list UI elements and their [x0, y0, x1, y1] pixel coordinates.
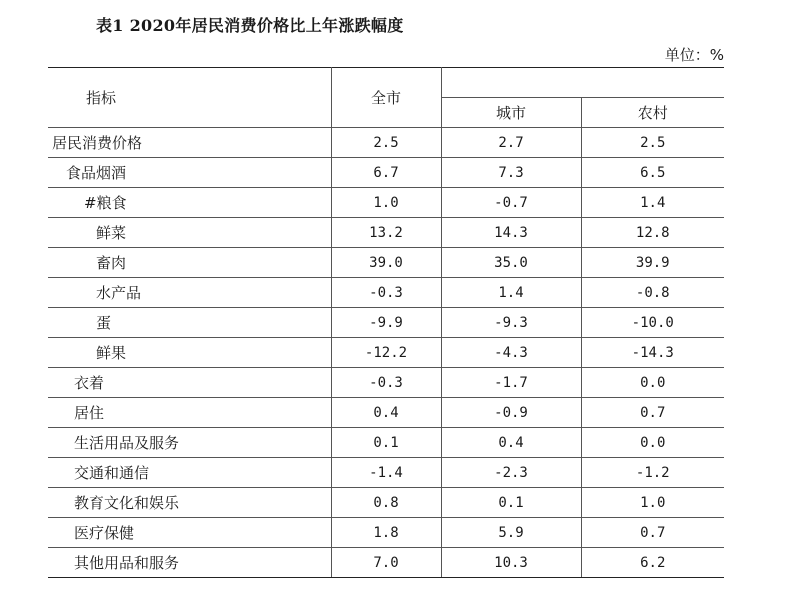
row-label: 居住 — [48, 398, 331, 428]
value-rural: 12.8 — [581, 218, 724, 248]
value-rural: 0.7 — [581, 398, 724, 428]
table-row — [48, 188, 724, 218]
value-urban: -0.9 — [441, 398, 581, 428]
value-all-city: 1.0 — [331, 188, 441, 218]
header-urban: 城市 — [441, 98, 581, 128]
row-label: 蛋 — [48, 308, 331, 338]
table-row — [48, 338, 724, 368]
table-row — [48, 368, 724, 398]
table-row — [48, 398, 724, 428]
value-all-city: 2.5 — [331, 128, 441, 158]
header-row-1 — [48, 68, 724, 98]
row-label: 医疗保健 — [48, 518, 331, 548]
table-row — [48, 248, 724, 278]
table-row — [48, 158, 724, 188]
value-all-city: 13.2 — [331, 218, 441, 248]
value-rural: 0.7 — [581, 518, 724, 548]
value-all-city: 0.1 — [331, 428, 441, 458]
value-urban: 5.9 — [441, 518, 581, 548]
table-row — [48, 518, 724, 548]
value-rural: -0.8 — [581, 278, 724, 308]
value-all-city: 6.7 — [331, 158, 441, 188]
row-label: 鲜菜 — [48, 218, 331, 248]
value-all-city: 7.0 — [331, 548, 441, 578]
table-row — [48, 308, 724, 338]
value-rural: 6.5 — [581, 158, 724, 188]
value-all-city: -1.4 — [331, 458, 441, 488]
table-row — [48, 488, 724, 518]
row-label: #粮食 — [48, 188, 331, 218]
value-rural: -10.0 — [581, 308, 724, 338]
table-row — [48, 278, 724, 308]
table-row — [48, 548, 724, 578]
header-all-city: 全市 — [331, 68, 441, 128]
row-label: 鲜果 — [48, 338, 331, 368]
value-all-city: -12.2 — [331, 338, 441, 368]
header-indicator: 指标 — [48, 68, 331, 128]
value-urban: -9.3 — [441, 308, 581, 338]
table-row — [48, 458, 724, 488]
value-rural: 1.4 — [581, 188, 724, 218]
row-label: 食品烟酒 — [48, 158, 331, 188]
value-rural: 2.5 — [581, 128, 724, 158]
page-title: 表1 2020年居民消费价格比上年涨跌幅度 — [96, 16, 404, 35]
value-urban: 7.3 — [441, 158, 581, 188]
table-row — [48, 218, 724, 248]
row-label: 水产品 — [48, 278, 331, 308]
header-rural: 农村 — [581, 98, 724, 128]
value-urban: 14.3 — [441, 218, 581, 248]
value-rural: -1.2 — [581, 458, 724, 488]
value-rural: -14.3 — [581, 338, 724, 368]
value-rural: 0.0 — [581, 368, 724, 398]
row-label: 教育文化和娱乐 — [48, 488, 331, 518]
row-label: 畜肉 — [48, 248, 331, 278]
value-urban: 35.0 — [441, 248, 581, 278]
value-urban: -4.3 — [441, 338, 581, 368]
value-rural: 39.9 — [581, 248, 724, 278]
table-row — [48, 428, 724, 458]
value-all-city: 0.8 — [331, 488, 441, 518]
row-label: 生活用品及服务 — [48, 428, 331, 458]
value-urban: -2.3 — [441, 458, 581, 488]
cpi-table — [48, 67, 724, 578]
value-rural: 6.2 — [581, 548, 724, 578]
value-urban: 0.1 — [441, 488, 581, 518]
row-label: 其他用品和服务 — [48, 548, 331, 578]
value-all-city: -0.3 — [331, 278, 441, 308]
value-rural: 0.0 — [581, 428, 724, 458]
value-urban: -1.7 — [441, 368, 581, 398]
table-row — [48, 128, 724, 158]
value-all-city: 0.4 — [331, 398, 441, 428]
table-body — [48, 68, 724, 578]
header-group-blank — [441, 68, 724, 98]
row-label: 衣着 — [48, 368, 331, 398]
value-all-city: 1.8 — [331, 518, 441, 548]
unit-label: 单位：% — [664, 46, 724, 64]
value-rural: 1.0 — [581, 488, 724, 518]
value-urban: 2.7 — [441, 128, 581, 158]
row-label: 交通和通信 — [48, 458, 331, 488]
value-urban: 0.4 — [441, 428, 581, 458]
value-all-city: -9.9 — [331, 308, 441, 338]
value-urban: -0.7 — [441, 188, 581, 218]
value-urban: 10.3 — [441, 548, 581, 578]
value-all-city: -0.3 — [331, 368, 441, 398]
row-label: 居民消费价格 — [48, 128, 331, 158]
value-all-city: 39.0 — [331, 248, 441, 278]
value-urban: 1.4 — [441, 278, 581, 308]
